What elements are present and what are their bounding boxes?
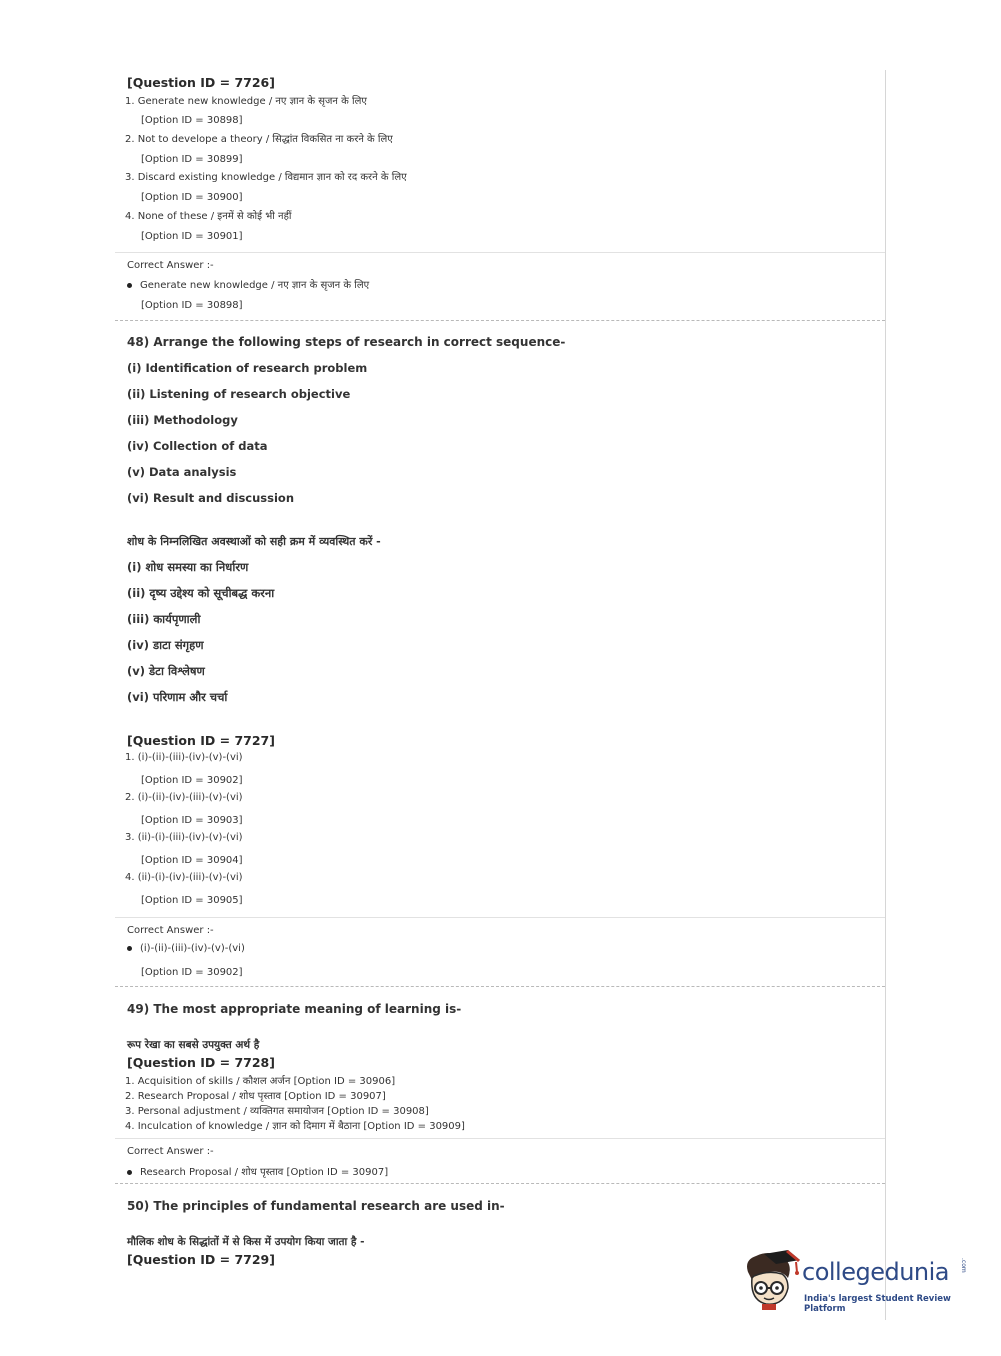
option-text: 1. (i)-(ii)-(iii)-(iv)-(v)-(vi) [125,752,243,763]
question-stem-hindi: रूप रेखा का सबसे उपयुक्त अर्थ है [127,1039,260,1051]
option-text: 2. Not to develope a theory / सिद्धांत विकसित ना करने के लिए [125,134,393,145]
question-separator [115,320,885,321]
question-stem-hindi: मौलिक शोध के सिद्धांतों में से किस में उपयोग किया जाता है - [127,1236,365,1248]
option-text: 3. (ii)-(i)-(iii)-(iv)-(v)-(vi) [125,832,243,843]
option-text: 4. (ii)-(i)-(iv)-(iii)-(v)-(vi) [125,872,243,883]
sequence-item: (i) Identification of research problem [127,361,368,375]
correct-answer: (i)-(ii)-(iii)-(iv)-(v)-(vi) [127,943,245,954]
bullet-icon [127,283,132,288]
divider [115,917,885,918]
correct-answer: Generate new knowledge / नए ज्ञान के सृजन के लिए [127,277,369,291]
question-stem: 50) The principles of fundamental research are used in- [127,1199,505,1213]
sequence-item: (iv) Collection of data [127,439,268,453]
sequence-item-hindi: (ii) दृष्य उद्देश्य को सूचीबद्ध करना [127,586,275,600]
option-id: [Option ID = 30901] [141,231,243,242]
option-text: 1. Generate new knowledge / नए ज्ञान के सृजन के लिए [125,96,367,107]
option-text: 4. None of these / इनमें से कोई भी नहीं [125,211,292,222]
option-id: [Option ID = 30899] [141,154,243,165]
option-id: [Option ID = 30905] [141,895,243,906]
sequence-item-hindi: (i) शोध समस्या का निर्धारण [127,560,249,574]
sequence-item-hindi: (iii) कार्यपृणाली [127,612,201,626]
question-stem: 48) Arrange the following steps of research in correct sequence- [127,335,566,349]
correct-answer-label: Correct Answer :- [127,925,214,936]
sequence-item: (ii) Listening of research objective [127,387,351,401]
divider [115,252,885,253]
option-text: 4. Inculcation of knowledge / ज्ञान को दिमाग में बैठाना [Option ID = 30909] [125,1121,465,1132]
option-id: [Option ID = 30898] [141,115,243,126]
divider [115,1138,885,1139]
option-id: [Option ID = 30902] [141,775,243,786]
correct-option-id: [Option ID = 30898] [141,300,243,311]
question-id: [Question ID = 7729] [127,1252,275,1267]
question-stem: 49) The most appropriate meaning of learning is- [127,1002,462,1016]
sequence-item-hindi: (v) डेटा विश्लेषण [127,664,205,678]
correct-answer-label: Correct Answer :- [127,260,214,271]
option-text: 2. Research Proposal / शोध पृस्ताव [Option ID = 30907] [125,1091,386,1102]
correct-answer: Research Proposal / शोध पृस्ताव [Option ID = 30907] [127,1164,388,1178]
option-text: 3. Discard existing knowledge / विद्यमान ज्ञान को रद करने के लिए [125,172,407,183]
brand-domain: .com [960,1258,967,1273]
bullet-icon [127,946,132,951]
bullet-icon [127,1170,132,1175]
question-id: [Question ID = 7727] [127,733,275,748]
option-text: 3. Personal adjustment / व्यक्तिगत समायोजन [Option ID = 30908] [125,1106,429,1117]
sequence-item-hindi: (vi) परिणाम और चर्चा [127,690,228,704]
option-id: [Option ID = 30900] [141,192,243,203]
question-separator [115,986,885,987]
brand-tagline: India's largest Student Review Platform [804,1294,951,1314]
option-text: 2. (i)-(ii)-(iv)-(iii)-(v)-(vi) [125,792,243,803]
sequence-item-hindi: (iv) डाटा संगृहण [127,638,204,652]
correct-option-id: [Option ID = 30902] [141,967,243,978]
question-id: [Question ID = 7726] [127,75,275,90]
option-id: [Option ID = 30903] [141,815,243,826]
option-text: 1. Acquisition of skills / कौशल अर्जन [Option ID = 30906] [125,1076,396,1087]
correct-answer-label: Correct Answer :- [127,1146,214,1157]
brand-name: collegedunia [802,1258,950,1286]
question-id: [Question ID = 7728] [127,1055,275,1070]
sequence-item: (vi) Result and discussion [127,491,295,505]
question-separator [115,1183,885,1184]
question-paper-page [115,70,886,1320]
sequence-item: (v) Data analysis [127,465,237,479]
question-stem-hindi: शोध के निम्नलिखित अवस्थाओं को सही क्रम में व्यवस्थित करें - [127,535,381,548]
option-id: [Option ID = 30904] [141,855,243,866]
collegedunia-logo [742,1248,982,1318]
mascot-icon [742,1250,802,1314]
sequence-item: (iii) Methodology [127,413,238,427]
